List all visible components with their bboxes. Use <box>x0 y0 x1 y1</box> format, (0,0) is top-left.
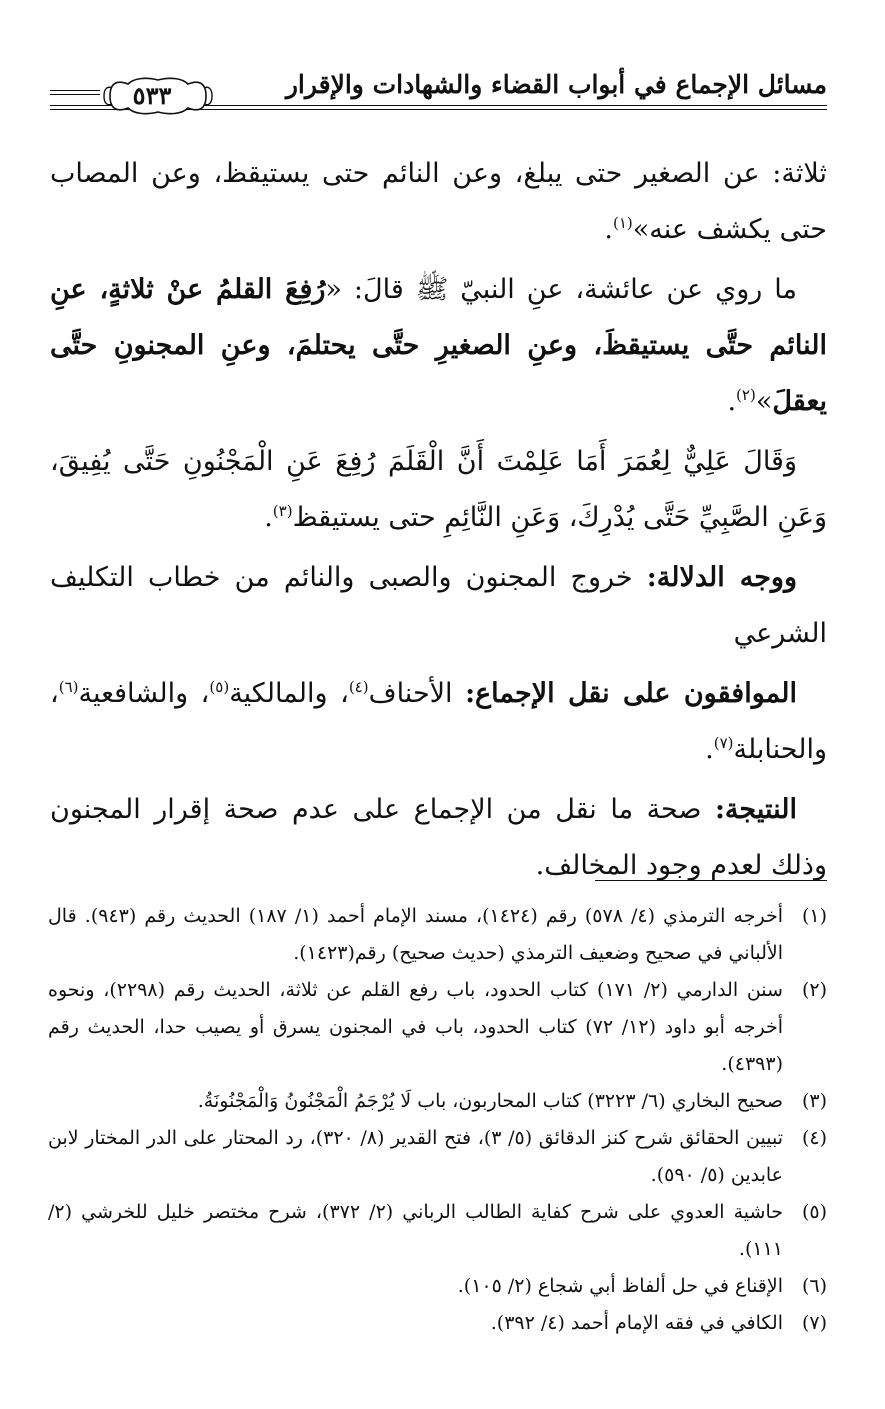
paragraph-2-intro: ما روي عن عائشة، عنِ النبيّ ﷺ قالَ: « <box>325 274 797 305</box>
footnote-ref-6: (٦) <box>58 678 79 696</box>
school-maliki: ، والمالكية <box>229 678 349 709</box>
paragraph-4 <box>50 550 827 662</box>
footnote-number: (٢) <box>801 979 827 1001</box>
paragraph-3: وَقَالَ عَلِيٌّ لِعُمَرَ أَمَا عَلِمْتَ أَنَّ الْقَلَمَ رُفِعَ عَنِ الْمَجْنُونِ حَتَّى يُفِيقَ، وَعَنِ الصَّبِيِّ حَتَّى يُدْرِكَ، وَعَنِ النَّائِمِ حتى يستيقظ$^{(٣)}$. <box>50 446 827 533</box>
page-header <box>50 64 827 120</box>
footnote-number: (٥) <box>801 1201 827 1223</box>
footnote-6 <box>48 1268 827 1305</box>
main-text <box>50 146 827 898</box>
header-rule-left <box>50 90 100 95</box>
footnote-text: تبيين الحقائق شرح كنز الدقائق (٥/ ٣)، فتح القدير (٨/ ٣٢٠)، رد المحتار على الدر المختار لابن عابدين (٥/ ٥٩٠). <box>48 1127 783 1186</box>
footnote-ref-4: (٤) <box>348 678 369 696</box>
footnote-1 <box>48 898 827 972</box>
footnote-ref-3: (٣) <box>272 502 293 520</box>
footnote-number: (٦) <box>801 1275 827 1297</box>
footnote-4 <box>48 1120 827 1194</box>
footnote-number: (٣) <box>801 1090 827 1112</box>
footnote-ref-1: (١) <box>612 214 633 232</box>
footnote-text: الكافي في فقه الإمام أحمد (٤/ ٣٩٢). <box>490 1312 783 1334</box>
evidence-label: ووجه الدلالة: <box>646 562 797 593</box>
footnote-text: حاشية العدوي على شرح كفاية الطالب الرباني (٢/ ٣٧٢)، شرح مختصر خليل للخرشي (٢/ ١١١). <box>48 1201 783 1260</box>
footnote-text: سنن الدارمي (٢/ ١٧١) كتاب الحدود، باب رفع القلم عن ثلاثة، الحديث رقم (٢٢٩٨)، ونحوه أخرجه أبو داود (١٢/ ٧٢) كتاب الحدود، باب في المجنون يسرق أو يصيب حدا، الحديث رقم (٤٣٩٣). <box>48 979 783 1075</box>
footnote-2 <box>48 972 827 1083</box>
footnote-7 <box>48 1305 827 1342</box>
footnote-5 <box>48 1194 827 1268</box>
school-hanbali: ، والحنابلة <box>50 678 827 765</box>
page-number: ٥٣٣ <box>132 80 172 110</box>
footnote-ref-2: (٢) <box>736 386 756 404</box>
footnote-ref-5: (٥) <box>209 678 230 696</box>
footnote-number: (٤) <box>801 1127 827 1149</box>
result-label: النتيجة: <box>714 794 797 825</box>
footnote-number: (١) <box>801 905 827 927</box>
footnote-text: صحيح البخاري (٦/ ٣٢٢٣) كتاب المحاربون، باب لَا يُرْجَمُ الْمَجْنُونُ وَالْمَجْنُونَةُ. <box>197 1090 783 1112</box>
school-shafii: ، والشافعية <box>78 678 210 709</box>
footnotes <box>48 898 827 1342</box>
footnote-text: الإقناع في حل ألفاظ أبي شجاع (٢/ ١٠٥). <box>457 1275 783 1297</box>
paragraph-2: ما روي عن عائشة، عنِ النبيّ ﷺ قالَ: «رُفِعَ القلمُ عنْ ثلاثةٍ، عنِ النائم حتَّى يستيقظَ، وعنِ الصغيرِ حتَّى يحتلمَ، وعنِ المجنونِ حتَّى يعقلَ»$^{(٢)}$. <box>50 274 827 417</box>
footnote-text: أخرجه الترمذي (٤/ ٥٧٨) رقم (١٤٢٤)، مسند الإمام أحمد (١/ ١٨٧) الحديث رقم (٩٤٣). قال الألباني في صحيح وضعيف الترمذي (حديث صحيح) رقم(١٤٢٣). <box>48 905 783 964</box>
hadith-text: رُفِعَ القلمُ عنْ ثلاثةٍ، عنِ النائم حتَّى يستيقظَ، وعنِ الصغيرِ حتَّى يحتلمَ، وعنِ المجنونِ حتَّى يعقلَ <box>50 274 827 417</box>
paragraph-3-text: وَقَالَ عَلِيٌّ لِعُمَرَ أَمَا عَلِمْتَ أَنَّ الْقَلَمَ رُفِعَ عَنِ الْمَجْنُونِ حَتَّى يُفِيقَ، وَعَنِ الصَّبِيِّ حَتَّى يُدْرِكَ، وَعَنِ النَّائِمِ حتى يستيقظ <box>50 446 827 533</box>
footnote-separator <box>595 880 827 881</box>
running-title: مسائل الإجماع في أبواب القضاء والشهادات والإقرار <box>285 70 827 99</box>
paragraph-5: الموافقون على نقل الإجماع: الأحناف$^{(٤)}$، والمالكية$^{(٥)}$، والشافعية$^{(٦)}$، والحنابلة$^{(٧)}$. <box>50 678 827 765</box>
footnote-number: (٧) <box>801 1312 827 1334</box>
paragraph-1: ثلاثة: عن الصغير حتى يبلغ، وعن النائم حتى يستيقظ، وعن المصاب حتى يكشف عنه»$^{(١)}$. <box>50 158 827 245</box>
footnote-ref-7: (٧) <box>713 734 734 752</box>
school-hanafi: الأحناف <box>368 678 453 709</box>
hadith-close-quote: » <box>755 386 773 417</box>
result-text: صحة ما نقل من الإجماع على عدم صحة إقرار المجنون وذلك لعدم وجود المخالف. <box>50 794 827 881</box>
evidence-text: خروج المجنون والصبى والنائم من خطاب التكليف الشرعي <box>50 562 827 649</box>
paragraph-1-text: ثلاثة: عن الصغير حتى يبلغ، وعن النائم حتى يستيقظ، وعن المصاب حتى يكشف عنه» <box>50 158 827 245</box>
footnote-3 <box>48 1083 827 1120</box>
agreeing-label: الموافقون على نقل الإجماع: <box>465 678 797 709</box>
paragraph-6 <box>50 782 827 894</box>
